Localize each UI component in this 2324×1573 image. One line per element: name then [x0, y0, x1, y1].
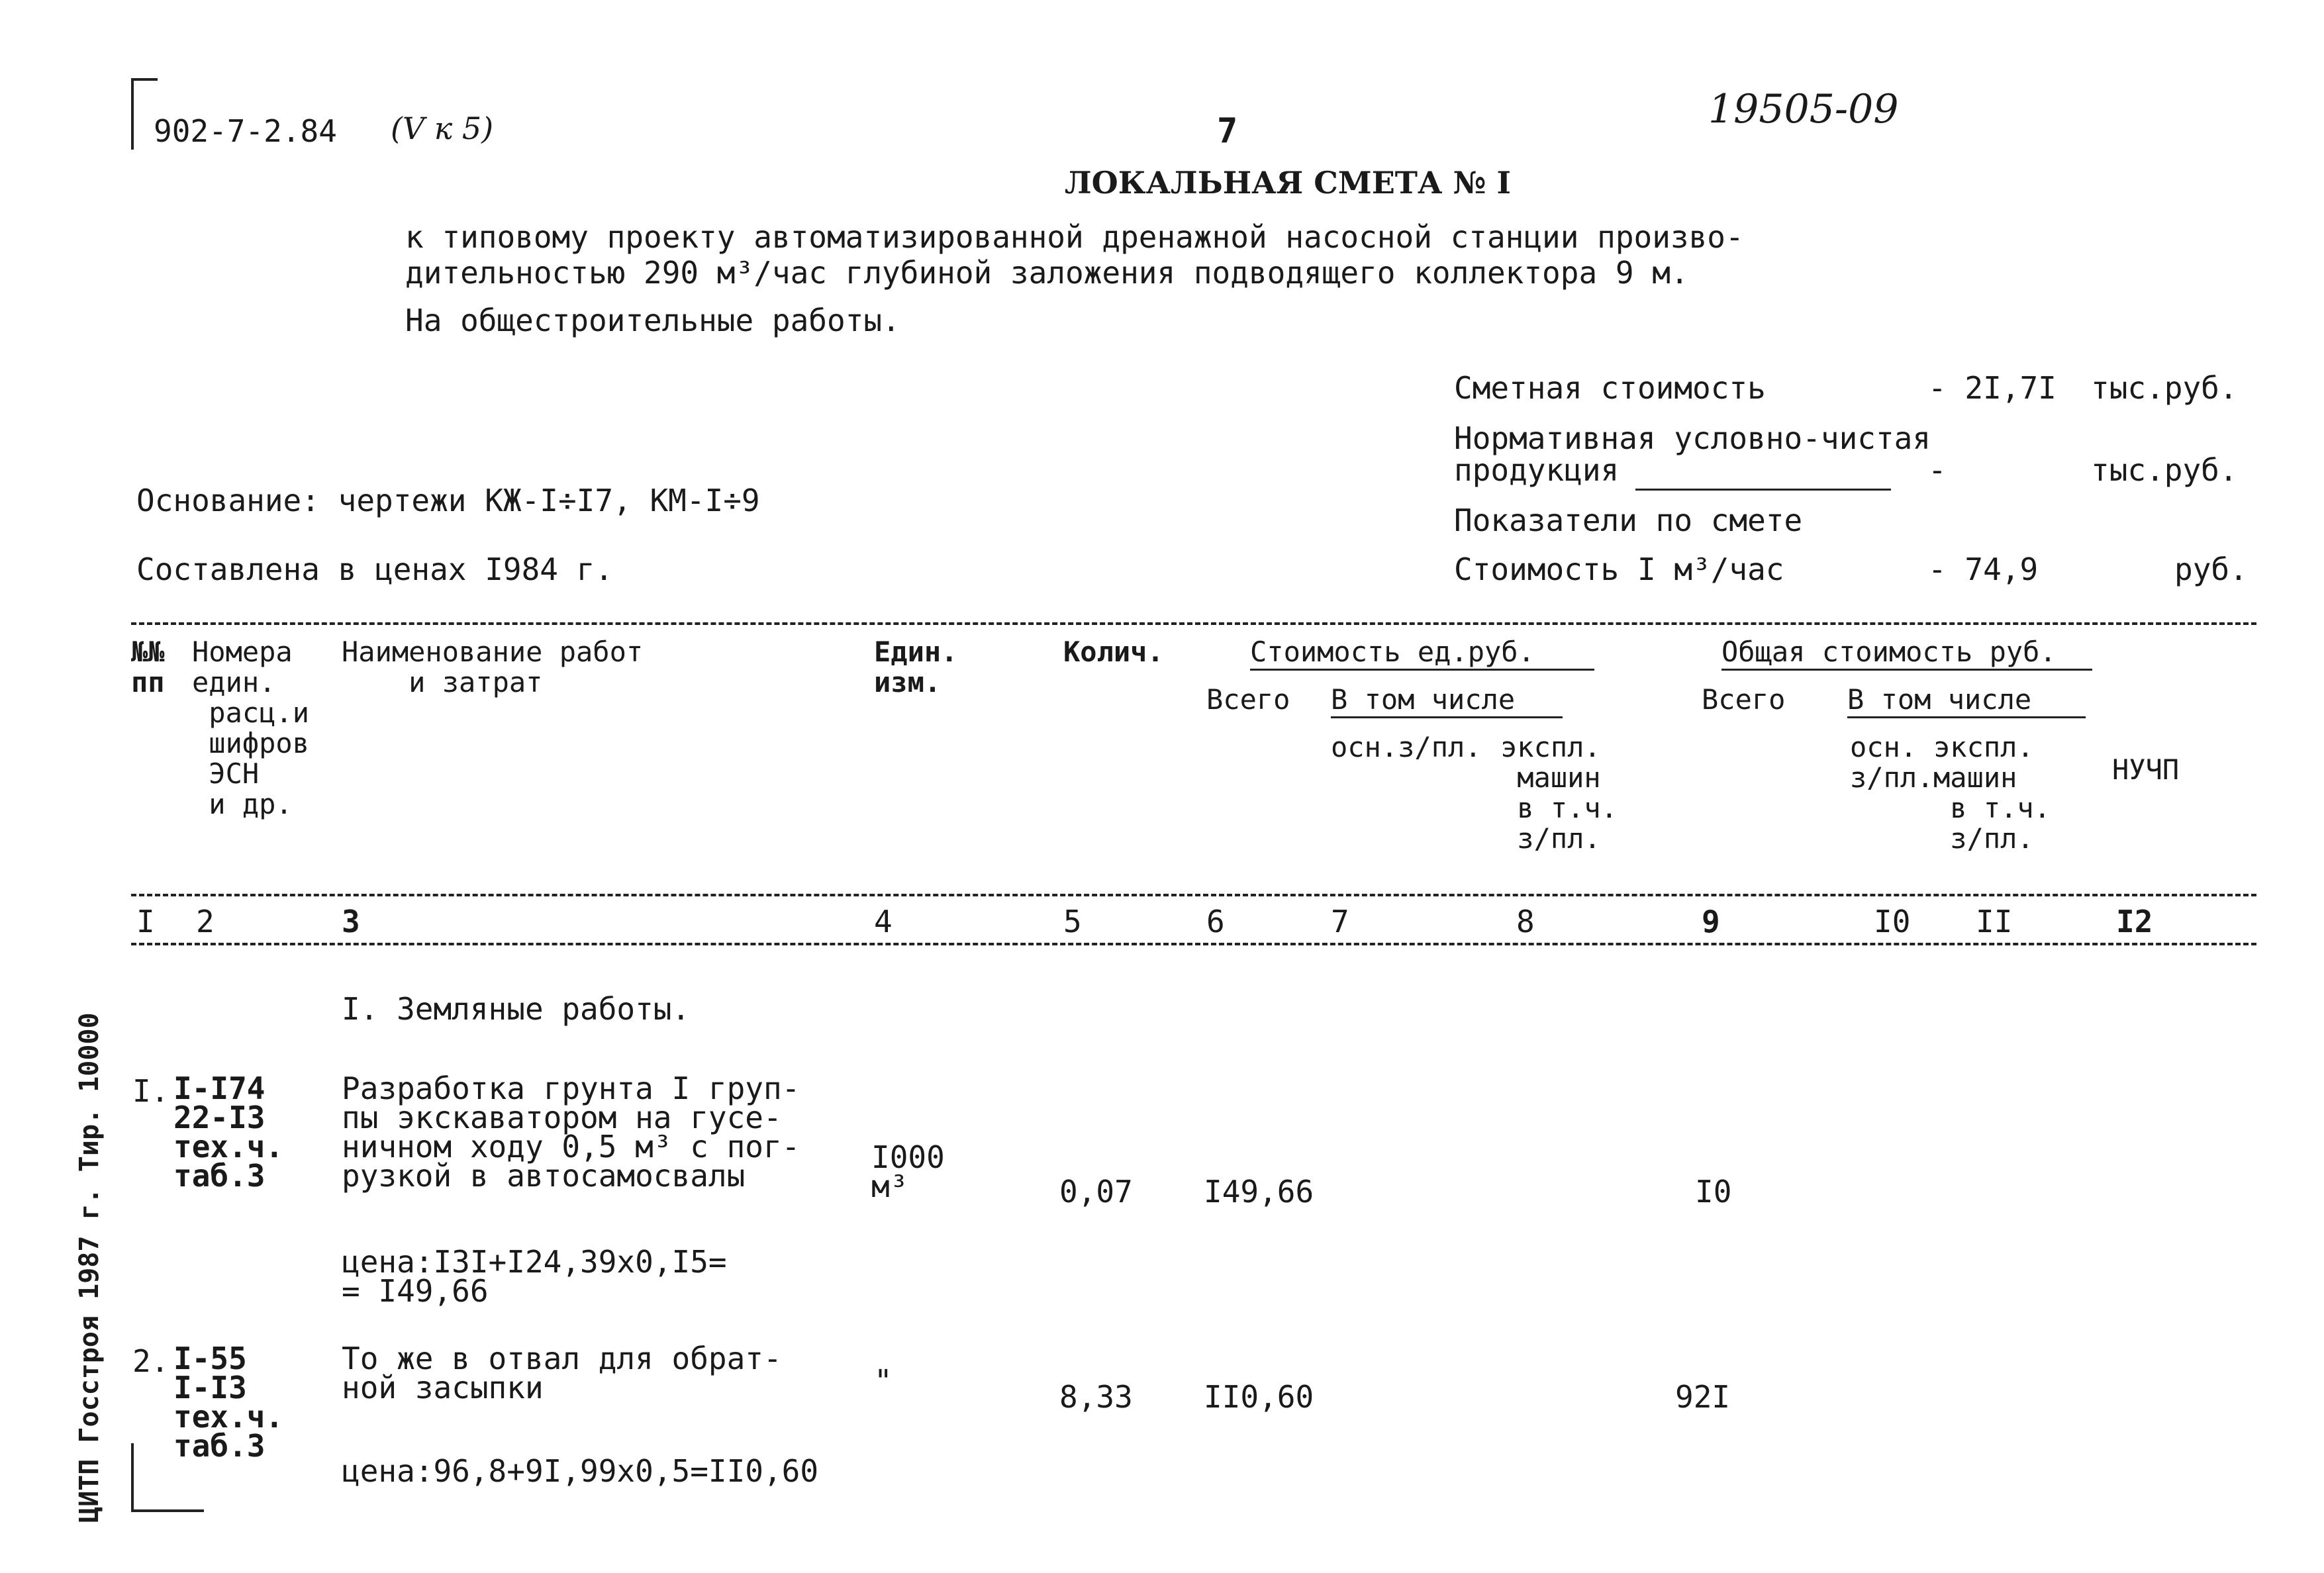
unit-incl-rule — [1331, 716, 1563, 718]
unit-cost-group-header: Стоимость ед.руб. — [1250, 636, 1535, 668]
estimated-cost-value: - 2I,7I — [1928, 370, 2057, 406]
row1-code: I-I74 22-I3 тех.ч. таб.3 — [173, 1071, 284, 1194]
col-num-2: 2 — [196, 904, 215, 939]
table-top-rule — [131, 622, 2256, 625]
bottom-bracket — [131, 1443, 134, 1509]
header-bottom-rule — [131, 894, 2256, 896]
col-num-3: 3 — [342, 904, 360, 939]
unit-cost-group-rule — [1250, 669, 1594, 671]
normative-value: - — [1928, 452, 1947, 488]
total-incl-rule — [1847, 716, 2086, 718]
page-number: 7 — [1217, 111, 1238, 151]
unit-mach-header: экспл. машин в т.ч. з/пл. — [1500, 731, 1618, 855]
estimated-cost-label: Сметная стоимость — [1454, 370, 1766, 406]
col-num-10: I0 — [1874, 904, 1911, 939]
row1-qty: 0,07 — [1059, 1174, 1133, 1210]
row1-name: Разработка грунта I груп- пы экскаватором на гусе- ничном ходу 0,5 м³ с пог- рузкой в автосамосвалы — [342, 1071, 800, 1194]
unit-total-header: Всего — [1206, 683, 1290, 716]
row2-unit-price: II0,60 — [1204, 1379, 1314, 1415]
doc-code: 902-7-2.84 — [154, 113, 337, 149]
subtitle-line2: дительностью 290 м³/час глубиной заложения подводящего коллектора 9 м. — [405, 255, 1689, 291]
row2-qty: 8,33 — [1059, 1379, 1133, 1415]
col-num-12: I2 — [2116, 904, 2153, 939]
row2-no: 2. — [132, 1343, 169, 1379]
stamp-number: 19505-09 — [1708, 86, 1899, 132]
col-num-7: 7 — [1331, 904, 1349, 939]
section-title: I. Земляные работы. — [342, 991, 691, 1027]
col-num-6: 6 — [1206, 904, 1225, 939]
row2-code: I-55 I-I3 тех.ч. таб.3 — [173, 1341, 284, 1464]
row2-unit: " — [874, 1363, 893, 1399]
row1-price-note: цена:I3I+I24,39х0,I5= = I49,66 — [342, 1244, 727, 1309]
unit-incl-header: В том числе — [1331, 683, 1516, 716]
unit-cost-unit: руб. — [2174, 551, 2248, 587]
side-stamp: ЦИТП Госстроя 1987 г. Тир. 10000 — [74, 1012, 105, 1523]
page-title: ЛОКАЛЬНАЯ СМЕТА № I — [1065, 165, 1512, 201]
subtitle-line1: к типовому проекту автоматизированной дренажной насосной станции произво- — [405, 219, 1744, 255]
col-num-1: I — [136, 904, 155, 939]
total-cost-group-rule — [1721, 669, 2092, 671]
col-header-1: №№ пп — [131, 636, 165, 698]
col-num-5: 5 — [1063, 904, 1082, 939]
row1-unit-price: I49,66 — [1204, 1174, 1314, 1210]
unit-wage-header: осн.з/пл. — [1331, 731, 1482, 763]
work-type: На общестроительные работы. — [405, 303, 900, 338]
colnum-bottom-rule — [131, 943, 2256, 945]
row2-price-note: цена:96,8+9I,99х0,5=II0,60 — [342, 1453, 819, 1489]
normative-label-1: Нормативная условно-чистая — [1454, 420, 1931, 456]
corner-bracket — [131, 78, 134, 150]
col-num-8: 8 — [1516, 904, 1535, 939]
row2-total: 92I — [1675, 1379, 1731, 1415]
volume-note: (Ⅴ к 5) — [391, 111, 494, 146]
total-wage-header: осн. з/пл. — [1850, 731, 1934, 794]
estimated-cost-unit: тыс.руб. — [2091, 370, 2238, 406]
prices: Составлена в ценах I984 г. — [136, 551, 614, 587]
total-incl-header: В том числе — [1847, 683, 2032, 716]
col-header-5: Колич. — [1063, 636, 1164, 668]
bottom-bracket-foot — [131, 1509, 204, 1512]
col-header-3: Наименование работ и затрат — [342, 636, 644, 698]
normative-blank-line — [1635, 489, 1891, 491]
total-total-header: Всего — [1702, 683, 1786, 716]
normative-unit: тыс.руб. — [2091, 452, 2238, 488]
total-mach-header: экспл. машин в т.ч. з/пл. — [1933, 731, 2051, 855]
row1-total: I0 — [1695, 1174, 1732, 1210]
total-cost-group-header: Общая стоимость руб. — [1721, 636, 2057, 668]
row1-no: I. — [132, 1073, 169, 1109]
indicators-label: Показатели по смете — [1454, 502, 1803, 538]
col-num-11: II — [1976, 904, 2013, 939]
row2-name: То же в отвал для обрат- ной засыпки — [342, 1341, 782, 1406]
unit-cost-value: - 74,9 — [1928, 551, 2039, 587]
col-header-4: Един. изм. — [874, 636, 958, 698]
col-header-2: Номера един. расц.и шифров ЭСН и др. — [192, 636, 310, 820]
corner-bracket-top — [131, 78, 158, 81]
total-nuchp-header: НУЧП — [2112, 753, 2180, 786]
row1-unit: I000 м³ — [871, 1139, 945, 1204]
unit-cost-label: Стоимость I м³/час — [1454, 551, 1784, 587]
normative-label-2: продукция — [1454, 452, 1620, 488]
col-num-9: 9 — [1702, 904, 1720, 939]
basis: Основание: чертежи КЖ-I÷I7, КМ-I÷9 — [136, 483, 760, 518]
col-num-4: 4 — [874, 904, 893, 939]
